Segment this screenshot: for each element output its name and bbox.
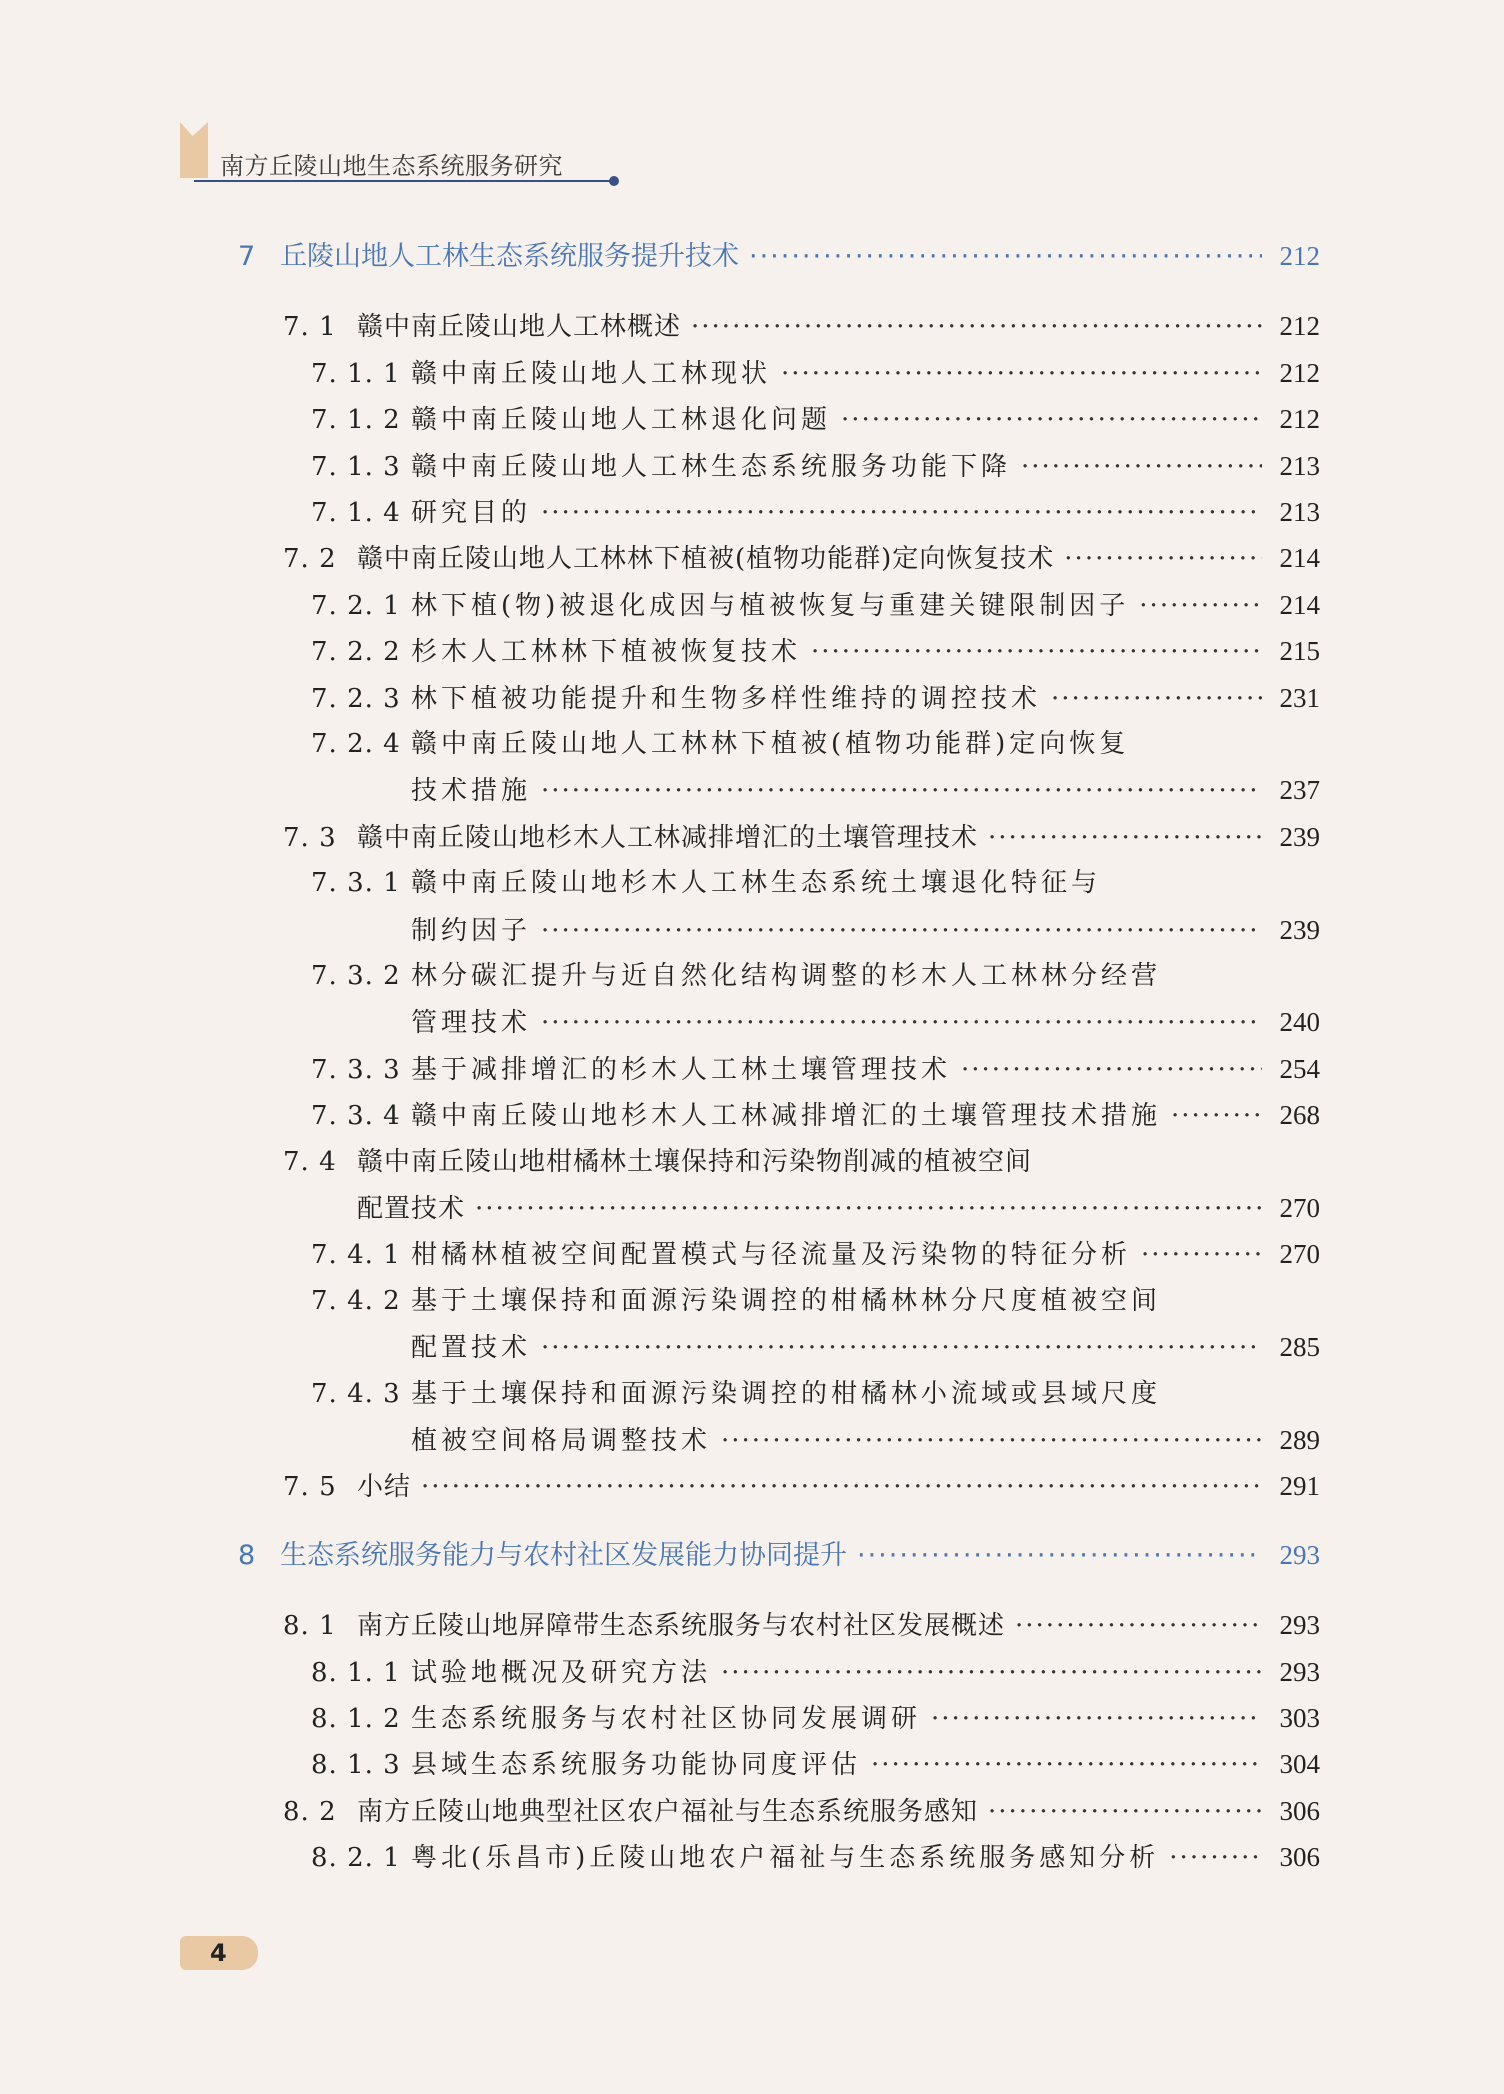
toc-entry-sub	[311, 633, 1320, 670]
dot-leader	[1021, 449, 1262, 485]
toc-entry-page: 289	[1279, 1425, 1320, 1455]
toc-entry-title: 生态系统服务能力与农村社区发展能力协同提升	[280, 1539, 847, 1571]
dot-leader	[721, 1423, 1262, 1459]
toc-entry-title: 植被空间格局调整技术	[411, 1426, 712, 1456]
toc-entry-number: 7. 1. 1	[311, 358, 401, 389]
header-rule	[194, 180, 614, 182]
toc-entry-section	[283, 1468, 1320, 1505]
toc-entry-page: 254	[1279, 1053, 1320, 1084]
toc-entry-section	[283, 1144, 1032, 1180]
toc-entry-title: 基于土壤保持和面源污染调控的柑橘林林分尺度植被空间	[411, 1285, 1162, 1316]
dot-leader	[988, 1794, 1262, 1830]
toc-entry-title: 杉木人工林林下植被恢复技术	[411, 637, 802, 668]
toc-entry-number: 7. 3. 1	[311, 868, 401, 899]
toc-entry-number: 7. 2. 2	[311, 637, 401, 668]
toc-entry-page: 240	[1279, 1007, 1320, 1038]
toc-entry-page: 212	[1279, 241, 1320, 271]
toc-entry-sub	[311, 1839, 1320, 1876]
toc-entry-page: 212	[1279, 404, 1320, 435]
toc-entry-page: 293	[1279, 1539, 1320, 1570]
toc-entry-number: 7. 1. 2	[311, 405, 401, 436]
toc-entry-sub	[411, 1004, 1320, 1041]
toc-entry-title: 赣中南丘陵山地杉木人工林减排增汇的土壤管理技术	[357, 822, 979, 853]
toc-entry-page: 212	[1279, 357, 1320, 388]
toc-entry-page: 214	[1279, 543, 1320, 574]
toc-entry-title: 技术措施	[411, 776, 532, 807]
dot-leader	[541, 1005, 1262, 1041]
toc-entry-number: 7. 5	[283, 1472, 337, 1503]
toc-entry-title: 制约因子	[411, 915, 532, 946]
toc-entry-section	[283, 1793, 1320, 1830]
toc-entry-page: 231	[1279, 682, 1320, 713]
dot-leader	[541, 495, 1262, 531]
dot-leader	[961, 1052, 1262, 1088]
toc-entry-page: 237	[1279, 775, 1320, 806]
book-title: 南方丘陵山地生态系统服务研究	[220, 152, 563, 180]
toc-entry-section	[283, 819, 1320, 856]
toc-entry-page: 285	[1279, 1332, 1320, 1363]
toc-entry-title: 县域生态系统服务功能协同度评估	[411, 1750, 862, 1781]
toc-entry-sub	[311, 1236, 1320, 1273]
dot-leader	[691, 309, 1262, 345]
toc-entry-sub	[311, 1700, 1320, 1737]
toc-entry-sub	[411, 1422, 1320, 1459]
toc-entry-number: 7	[238, 241, 256, 272]
toc-entry-page: 306	[1279, 1842, 1320, 1873]
toc-entry-number: 7. 1. 4	[311, 498, 401, 528]
dot-leader	[475, 1191, 1262, 1227]
toc-entry-section	[357, 1190, 1320, 1227]
toc-entry-title: 赣中南丘陵山地人工林退化问题	[411, 405, 832, 436]
toc-entry-sub	[311, 355, 1320, 392]
toc-entry-page: 291	[1279, 1471, 1320, 1502]
toc-entry-number: 8. 1. 1	[311, 1657, 401, 1688]
dot-leader	[1064, 541, 1262, 577]
toc-entry-page: 293	[1279, 1656, 1320, 1687]
dot-leader	[841, 402, 1262, 438]
toc-entry-number: 8	[238, 1539, 256, 1571]
toc-entry-title: 林下植被功能提升和生物多样性维持的调控技术	[411, 683, 1042, 714]
toc-entry-sub	[311, 1746, 1320, 1783]
toc-entry-title: 赣中南丘陵山地人工林林下植被(植物功能群)定向恢复	[411, 729, 1130, 759]
toc-entry-number: 7. 1. 3	[311, 451, 401, 482]
toc-entry-title: 赣中南丘陵山地柑橘林土壤保持和污染物削减的植被空间	[357, 1146, 1033, 1177]
dot-leader	[988, 820, 1262, 856]
toc-entry-title: 赣中南丘陵山地人工林概述	[357, 312, 682, 343]
toc-entry-sub	[411, 772, 1320, 809]
toc-entry-title: 林分碳汇提升与近自然化结构调整的杉木人工林林分经营	[411, 961, 1162, 991]
toc-entry-page: 214	[1279, 589, 1320, 620]
toc-entry-section	[283, 308, 1320, 345]
toc-entry-title: 粤北(乐昌市)丘陵山地农户福祉与生态系统服务感知分析	[411, 1843, 1160, 1874]
toc-entry-page: 239	[1279, 914, 1320, 945]
toc-entry-number: 8. 2. 1	[311, 1843, 401, 1874]
toc-entry-title: 试验地概况及研究方法	[411, 1657, 712, 1688]
toc-entry-title: 赣中南丘陵山地杉木人工林生态系统土壤退化特征与	[411, 868, 1102, 899]
dot-leader	[1015, 1608, 1262, 1644]
toc-entry-sub	[311, 494, 1320, 531]
dot-leader	[1051, 681, 1262, 717]
toc-entry-page: 239	[1279, 821, 1320, 852]
toc-entry-page: 304	[1279, 1749, 1320, 1780]
toc-entry-title: 南方丘陵山地屏障带生态系统服务与农村社区发展概述	[357, 1611, 1006, 1642]
toc-entry-title: 基于减排增汇的杉木人工林土壤管理技术	[411, 1054, 952, 1085]
toc-entry-number: 7. 4. 3	[311, 1378, 401, 1409]
toc-entry-page: 270	[1279, 1239, 1320, 1270]
toc-entry-number: 8. 1. 2	[311, 1704, 401, 1734]
dot-leader	[871, 1747, 1262, 1783]
toc-entry-title: 研究目的	[411, 498, 532, 528]
toc-entry-title: 丘陵山地人工林生态系统服务提升技术	[280, 241, 739, 272]
toc-entry-number: 7. 3	[283, 822, 337, 853]
toc-entry-page: 268	[1279, 1100, 1320, 1131]
toc-entry-title: 赣中南丘陵山地人工林现状	[411, 358, 772, 389]
header-dot	[609, 176, 619, 186]
dot-leader	[931, 1701, 1262, 1737]
dot-leader	[781, 356, 1262, 392]
dot-leader	[1169, 1840, 1262, 1876]
toc-entry-sub	[311, 587, 1320, 624]
toc-entry-sub	[311, 401, 1320, 438]
toc-entry-sub	[311, 865, 1101, 901]
dot-leader	[811, 634, 1262, 670]
toc-entry-sub	[311, 1376, 1161, 1412]
toc-entry-sub	[311, 726, 1129, 762]
toc-entry-page: 213	[1279, 450, 1320, 481]
dot-leader	[541, 1330, 1262, 1366]
toc-entry-number: 7. 2. 1	[311, 590, 401, 621]
toc-entry-number: 8. 1	[283, 1611, 337, 1642]
toc-entry-sub	[311, 1097, 1320, 1134]
toc-entry-title: 南方丘陵山地典型社区农户福祉与生态系统服务感知	[357, 1796, 979, 1827]
toc-entry-number: 8. 1. 3	[311, 1750, 401, 1781]
toc-entry-sub	[311, 1283, 1161, 1319]
toc-entry-sub	[311, 1654, 1320, 1691]
toc-entry-title: 柑橘林植被空间配置模式与径流量及污染物的特征分析	[411, 1240, 1132, 1271]
toc-entry-page: 213	[1279, 497, 1320, 527]
toc-entry-number: 7. 3. 4	[311, 1101, 401, 1132]
toc-entry-page: 306	[1279, 1795, 1320, 1826]
toc-entry-number: 7. 1	[283, 312, 337, 343]
toc-entry-number: 7. 3. 3	[311, 1054, 401, 1085]
toc-entry-sub	[411, 912, 1320, 949]
toc-entry-title: 赣中南丘陵山地杉木人工林减排增汇的土壤管理技术措施	[411, 1101, 1162, 1132]
toc-entry-page: 270	[1279, 1193, 1320, 1223]
toc-entry-sub	[311, 1051, 1320, 1088]
toc-entry-page: 303	[1279, 1703, 1320, 1733]
toc-entry-title: 生态系统服务与农村社区协同发展调研	[411, 1704, 922, 1734]
toc-entry-section	[283, 1607, 1320, 1644]
toc-entry-number: 7. 4. 1	[311, 1240, 401, 1271]
toc-entry-title: 赣中南丘陵山地人工林林下植被(植物功能群)定向恢复技术	[357, 544, 1055, 575]
toc-entry-title: 基于土壤保持和面源污染调控的柑橘林小流域或县域尺度	[411, 1378, 1162, 1409]
toc-entry-number: 7. 2. 3	[311, 683, 401, 714]
dot-leader	[749, 239, 1262, 275]
toc-entry-number: 7. 4	[283, 1146, 337, 1177]
toc-entry-page: 212	[1279, 311, 1320, 342]
toc-entry-number: 7. 2. 4	[311, 729, 401, 759]
toc-entry-chapter	[238, 238, 1320, 275]
toc-entry-title: 配置技术	[357, 1194, 466, 1224]
toc-entry-page: 215	[1279, 636, 1320, 667]
toc-entry-number: 7. 3. 2	[311, 961, 401, 991]
page-number: 4	[180, 1936, 258, 1970]
header-tab-ornament	[180, 122, 208, 178]
toc-entry-number: 8. 2	[283, 1796, 337, 1827]
dot-leader	[541, 773, 1262, 809]
dot-leader	[421, 1469, 1262, 1505]
toc-entry-sub	[311, 680, 1320, 717]
toc-entry-title: 管理技术	[411, 1008, 532, 1039]
dot-leader	[857, 1538, 1262, 1574]
toc-entry-title: 林下植(物)被退化成因与植被恢复与重建关键限制因子	[411, 590, 1130, 621]
dot-leader	[721, 1655, 1262, 1691]
toc-entry-title: 小结	[357, 1472, 412, 1503]
toc-entry-chapter	[238, 1537, 1320, 1574]
dot-leader	[1139, 588, 1262, 624]
toc-entry-page: 293	[1279, 1610, 1320, 1641]
dot-leader	[541, 913, 1262, 949]
toc-entry-sub	[311, 448, 1320, 485]
toc-entry-section	[283, 540, 1320, 577]
running-header	[180, 120, 620, 190]
toc-entry-sub	[311, 958, 1161, 994]
toc-entry-title: 配置技术	[411, 1333, 532, 1364]
toc-entry-title: 赣中南丘陵山地人工林生态系统服务功能下降	[411, 451, 1012, 482]
dot-leader	[1141, 1237, 1262, 1273]
toc-entry-number: 7. 2	[283, 544, 337, 575]
dot-leader	[1171, 1098, 1262, 1134]
toc-entry-number: 7. 4. 2	[311, 1285, 401, 1316]
toc-entry-sub	[411, 1329, 1320, 1366]
